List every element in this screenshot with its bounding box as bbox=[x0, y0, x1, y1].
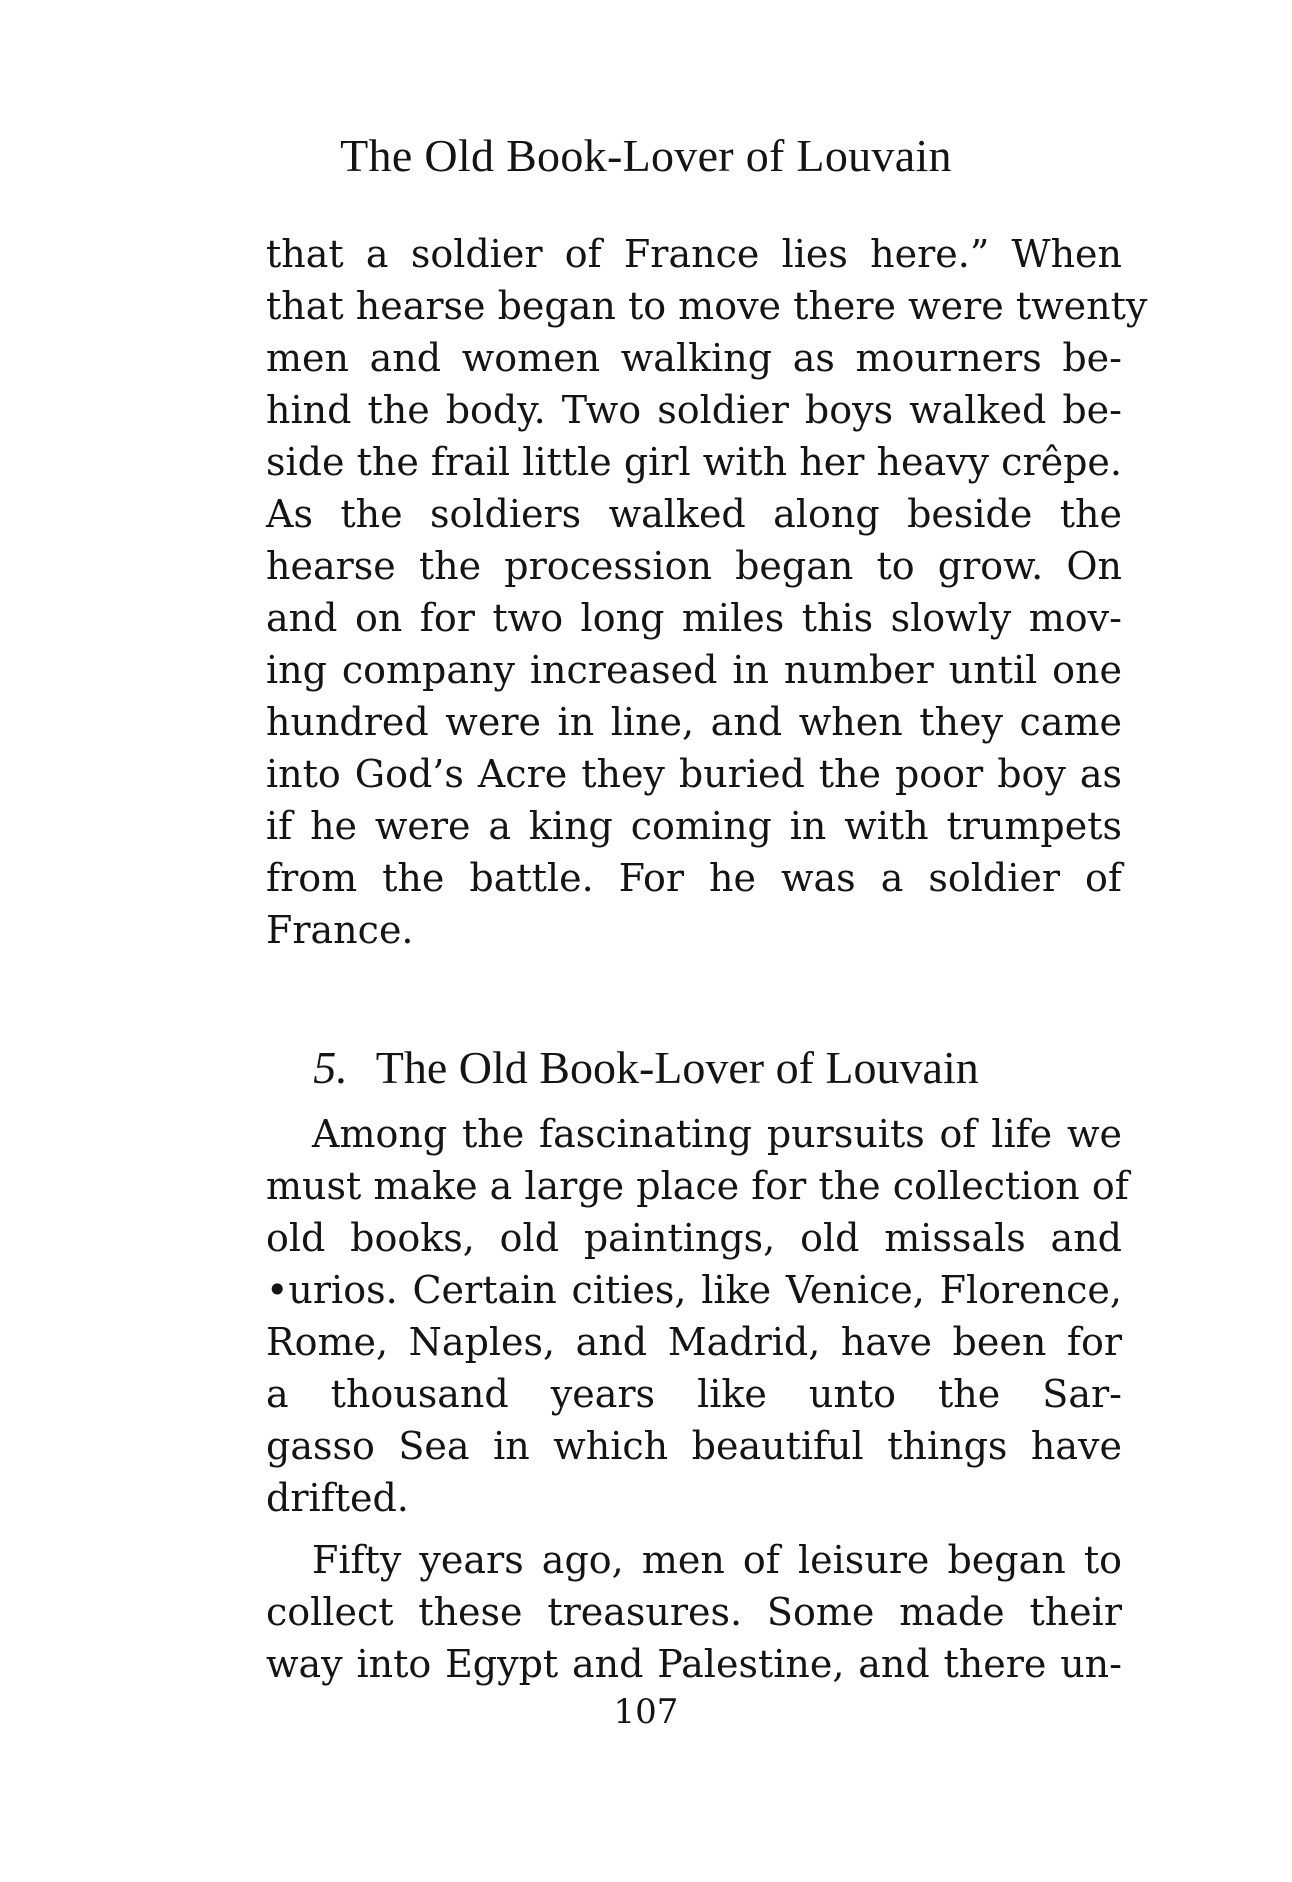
text-line: Fifty years ago, men of leisure began to bbox=[312, 1538, 1122, 1582]
page-number: 107 bbox=[613, 1692, 679, 1732]
text-line: hearse the procession began to grow. On bbox=[266, 544, 1122, 588]
text-line: men and women walking as mourners be- bbox=[266, 336, 1122, 380]
text-line: into God’s Acre they buried the poor boy as bbox=[266, 752, 1122, 796]
text-line: Rome, Naples, and Madrid, have been for bbox=[266, 1320, 1122, 1364]
text-line: hundred were in line, and when they came bbox=[266, 700, 1122, 744]
text-line: and on for two long miles this slowly mov- bbox=[266, 596, 1122, 640]
text-line: ing company increased in number until one bbox=[266, 648, 1122, 692]
text-line: France. bbox=[266, 908, 414, 952]
text-line: collect these treasures. Some made their bbox=[266, 1590, 1122, 1634]
text-line: a thousand years like unto the Sar- bbox=[266, 1372, 1122, 1416]
text-line: •urios. Certain cities, like Venice, Florence, bbox=[266, 1268, 1122, 1312]
running-head: The Old Book-Lover of Louvain bbox=[340, 130, 952, 181]
section-heading bbox=[0, 1040, 1292, 1096]
text-line: drifted. bbox=[266, 1476, 409, 1520]
text-line: hind the body. Two soldier boys walked be- bbox=[266, 388, 1122, 432]
text-line: As the soldiers walked along beside the bbox=[266, 492, 1122, 536]
text-line: from the battle. For he was a soldier of bbox=[266, 856, 1122, 900]
text-line: that hearse began to move there were twenty bbox=[266, 284, 1148, 328]
section-number: 5. bbox=[313, 1042, 348, 1093]
text-line: gasso Sea in which beautiful things have bbox=[266, 1424, 1122, 1468]
text-line: must make a large place for the collection of bbox=[266, 1164, 1129, 1208]
section-title: The Old Book-Lover of Louvain bbox=[375, 1042, 979, 1093]
text-line: Among the fascinating pursuits of life we bbox=[312, 1112, 1122, 1156]
text-line: if he were a king coming in with trumpets bbox=[266, 804, 1122, 848]
text-line: side the frail little girl with her heavy crêpe. bbox=[266, 440, 1122, 484]
text-line: old books, old paintings, old missals and bbox=[266, 1216, 1122, 1260]
text-line: that a soldier of France lies here.” When bbox=[266, 232, 1122, 276]
text-line: way into Egypt and Palestine, and there un- bbox=[266, 1642, 1122, 1686]
